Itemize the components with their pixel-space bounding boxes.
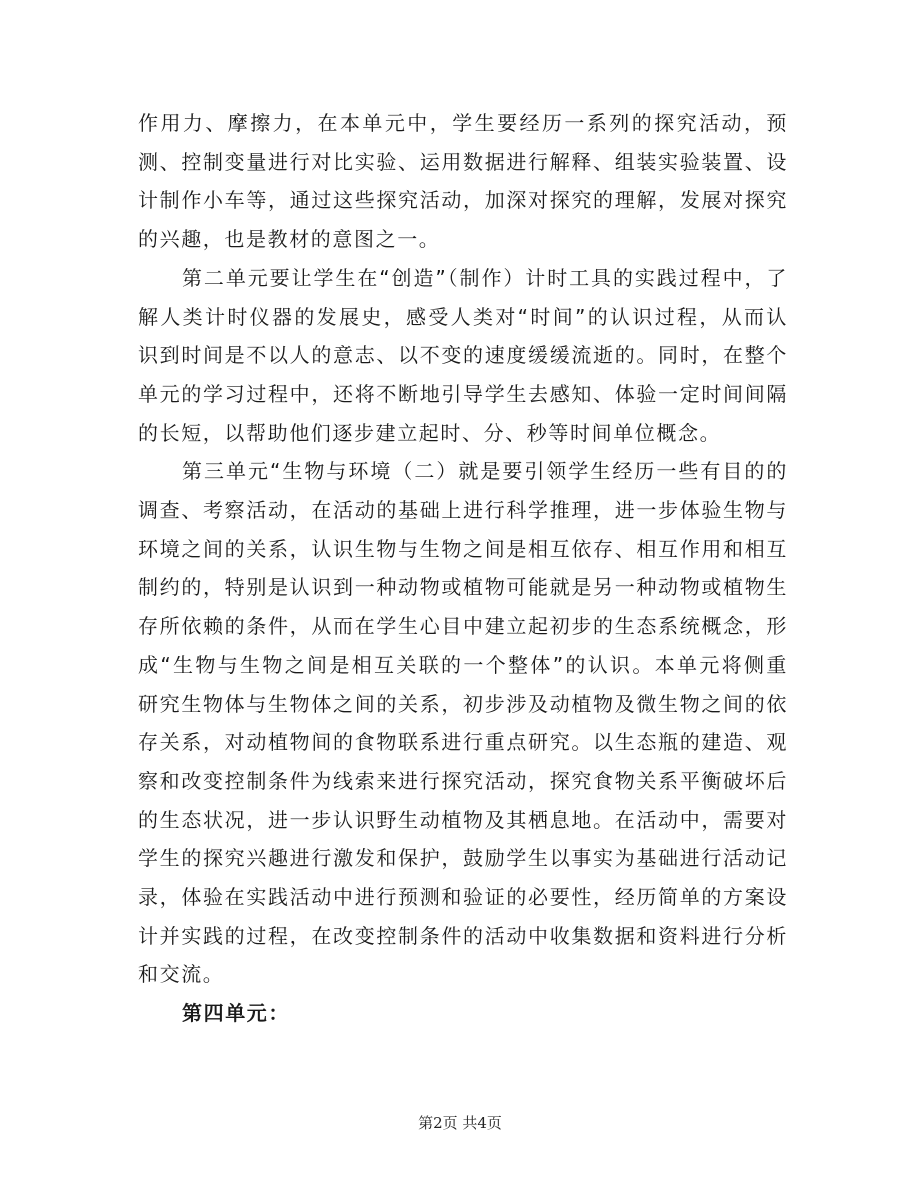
paragraph-unit-two: 第二单元要让学生在“创造”（制作）计时工具的实践过程中，了解人类计时仪器的发展史，感受人类对“时间”的认识过程，从而认识到时间是不以人的意志、以不变的速度缓缓流逝的。同时，在整个单元的学习过程中，还将不断地引导学生去感知、体验一定时间间隔的长短，以帮助他们逐步建立起时、分、秒等时间单位概念。 — [138, 265, 788, 445]
paragraph-unit-one-continued: 作用力、摩擦力，在本单元中，学生要经历一系列的探究活动，预测、控制变量进行对比实验、运用数据进行解释、组装实验装置、设计制作小车等，通过这些探究活动，加深对探究的理解，发展对探究的兴趣，也是教材的意图之一。 — [138, 111, 788, 252]
paragraph-unit-three: 第三单元“生物与环境（二）就是要引领学生经历一些有目的的调查、考察活动，在活动的基础上进行科学推理，进一步体验生物与环境之间的关系，认识生物与生物之间是相互依存、相互作用和相互制约的，特别是认识到一种动物或植物可能就是另一种动物或植物生存所依赖的条件，从而在学生心目中建立起初步的生态系统概念，形成“生物与生物之间是相互关联的一个整体”的认识。本单元将侧重研究生物体与生物体之间的关系，初步涉及动植物及微生物之间的依存关系，对动植物间的食物联系进行重点研究。以生态瓶的建造、观察和改变控制条件为线索来进行探究活动，探究食物关系平衡破坏后的生态状况，进一步认识野生动植物及其栖息地。在活动中，需要对学生的探究兴趣进行激发和保护，鼓励学生以事实为基础进行活动记录，体验在实践活动中进行预测和验证的必要性，经历简单的方案设计并实践的过程，在改变控制条件的活动中收集数据和资料进行分析和交流。 — [138, 459, 788, 987]
page-number-footer: 第2页 共4页 — [418, 1114, 502, 1132]
document-body — [138, 104, 788, 1033]
section-heading-unit-four: 第四单元： — [182, 1001, 290, 1026]
